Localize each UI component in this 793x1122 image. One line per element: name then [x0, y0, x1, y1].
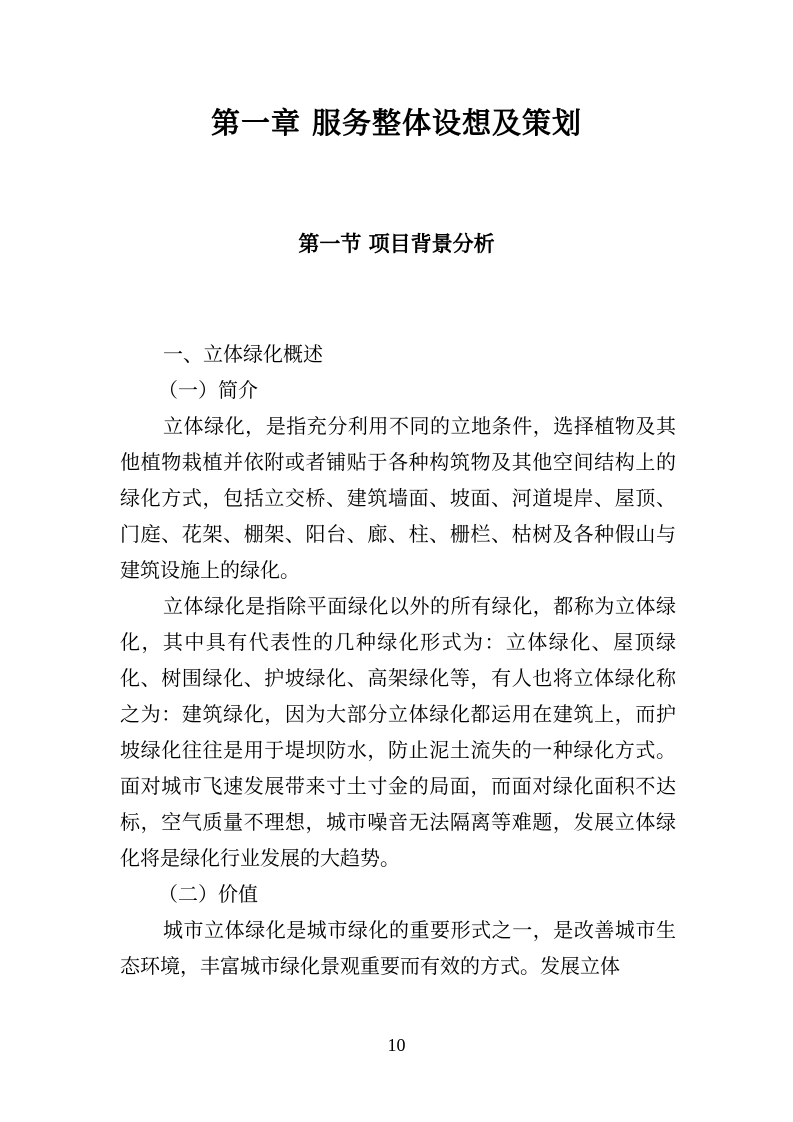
- paragraph-definition: 立体绿化是指除平面绿化以外的所有绿化，都称为立体绿化，其中具有代表性的几种绿化形式为：立体绿化、屋顶绿化、树围绿化、护坡绿化、高架绿化等，有人也将立体绿化称之为：建筑绿化，因为大部分立体绿化都运用在建筑上，而护坡绿化往往是用于堤坝防水，防止泥土流失的一种绿化方式。面对城市飞速发展带来寸土寸金的局面，而面对绿化面积不达标，空气质量不理想，城市噪音无法隔离等难题，发展立体绿化将是绿化行业发展的大趋势。: [120, 594, 676, 870]
- page-number: 10: [387, 1035, 406, 1055]
- paragraph-intro: 立体绿化，是指充分利用不同的立地条件，选择植物及其他植物栽植并依附或者铺贴于各种构筑物及其他空间结构上的绿化方式，包括立交桥、建筑墙面、坡面、河道堤岸、屋顶、门庭、花架、棚架、阳台、廊、柱、栅栏、枯树及各种假山与建筑设施上的绿化。: [120, 414, 676, 582]
- section-title: 第一节 项目背景分析: [298, 232, 495, 256]
- body-text: [120, 336, 676, 984]
- paragraph-value: 城市立体绿化是城市绿化的重要形式之一，是改善城市生态环境，丰富城市绿化景观重要而有效的方式。发展立体: [120, 918, 676, 978]
- heading-overview: 一、立体绿化概述: [163, 342, 323, 366]
- subheading-intro: （一）简介: [158, 378, 258, 402]
- subheading-value: （二）价值: [158, 882, 258, 906]
- chapter-title: 第一章 服务整体设想及策划: [210, 106, 583, 140]
